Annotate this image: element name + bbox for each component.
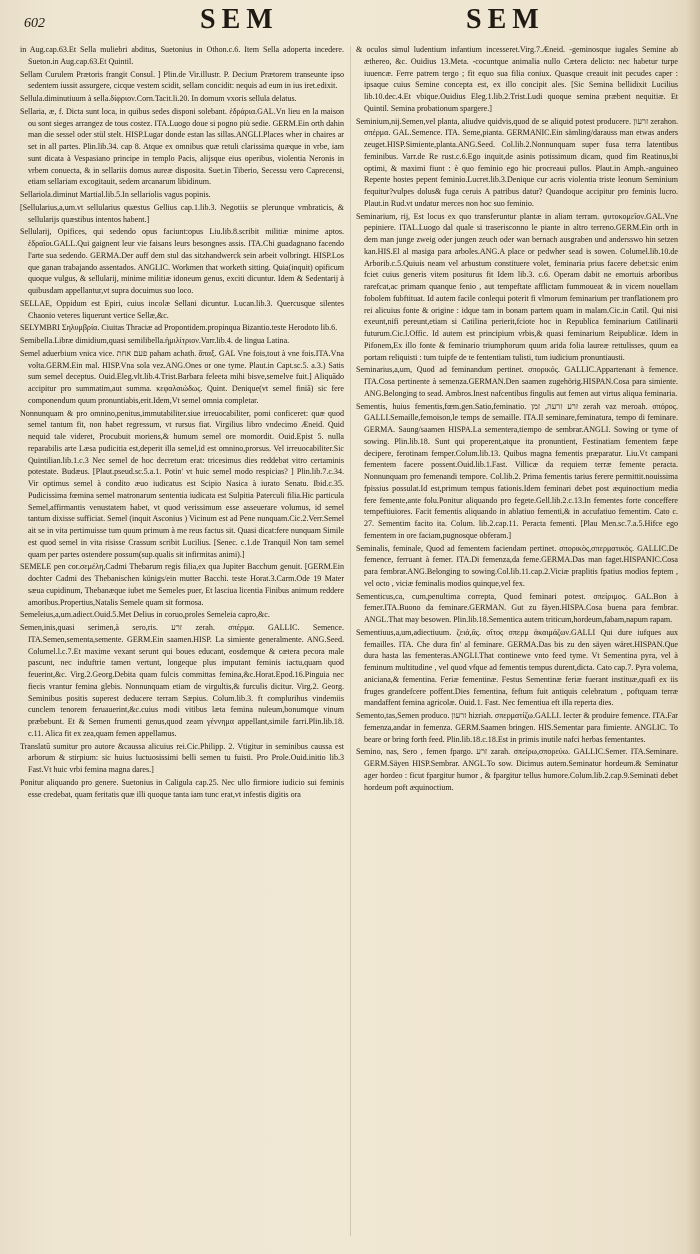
entry-left: Translatū sumitur pro autore &caussa alicuius rei.Cic.Philipp. 2. Vtigitur in seminibus caussa est arborum & stirpium: sic huius luctuosissimi belli semen tu fuisti. Pro Prole.Ouid.initio lib.3 Fast.Vt huic vrbi femina magna dares.] — [20, 741, 344, 774]
left-column — [20, 44, 344, 1240]
entry-right: Seminalis, feminale, Quod ad fementem faciendam pertinet. σπορικὸς,σπερματικός. GALLIC.De femence, ferruant à femer. ITA.Di femenza,da feme.GERMA.Das man faget.HISPANIC.Cosa para fembrar.ANG.Belonging to sowing.Col.lib.11.cap.2.Viciæ praplitis fpatius modios feptem , vel octo , viciæ feminalis modios quinque,vel fex. — [356, 543, 678, 588]
running-head-right: SEM — [466, 4, 545, 35]
entry-left: Semen,inis,quasi serimen,à sero,ris. זרע zerah. σπέρμα. GALLIC. Semence. ITA.Semen,sementa,semente. GERM.Ein saamen.HISP. La simiente generalmente. ANG.Seed. Columel.l.c.7.Et maxime vexant serunt qui boues educant, eosdemque & cætera pecora male pascunt, nec induftrie tamen vertunt, longeque plus imputant feminis iactu,quam quod feuerint,&c. Virg.2.Georg.Debita quam fulcis committas femina,&c.Horat.Epod.16.Pinguia nec fiecis vrantur femina glebis. Nonnunquam etiam de virgultis,& furculis dicitur. Virg.2. Georg. Seminibus positis superest deducere terram Sæpius. Colum.lib.3. ft complurihus vindemiis cunclem tenorem feruauerint,&c.cuius modi vitibus læta femina nuleum,bonumque vinum præbebunt. Et & Semen frumenti genus,quod zeam γέννημα appellant,simile farri.Plin.lib.18. c.11. Alica fit ex zea,quam femen appellamus. — [20, 623, 344, 738]
entry-left: Semeleius,a,um.adiect.Ouid.5.Met Delius in coruo,proles Semeleia capro,&c. — [20, 610, 270, 620]
entry-left: Ponitur aliquando pro genere. Suetonius in Caligula cap.25. Nec ullo firmiore iudicio sui feminis esse credebat, quam feritatis quæ illi quoque tanta iam tunc erat,vt infestis digitis ora — [20, 777, 344, 799]
entry-left: Sellula.diminutiuum à sella.δίφριον.Corn.Tacit.li.20. In domum vxoris sellula delatus. — [20, 94, 297, 103]
page-number: 602 — [24, 16, 45, 31]
right-column — [356, 44, 678, 1240]
entry-right: & oculos simul ludentium infantium incesseret.Virg.7.Æneid. -geminosque iugales Semine ab æthereo, &c. Ouidius 13.Meta. -cocuntque animalia nullo Cætera delicto: nec habetur turpe iuuencæ. Ferre patrem tergo ; fit equo sua filia coniux. Quasque creauit init pecudes caper : ipsaque cuius Semine concepta est, ex illo concipit ales. [Sic Semina bellidixit Lucilius lib.10.dec.4.Et vbique.Ouidius Eleg.1.lib.2.Trist.Ludi quoque semina præbent nequitiæ. Et Quintil. Semina probationum spargere.] — [356, 45, 678, 113]
running-head-left: SEM — [200, 4, 279, 35]
entry-right: Sementicus,ca, cum,penultima correpta, Quod feminari potest. σπείριμος. GAL.Bon à femer.ITA.Buono da feminare.GERMAN. Gut zu fäyen.HISPA.Cosa buena para fembrar. ANGL.That may besowen. Plin.lib.18.Sementica autem triticum,hordeum,fabam,napum rapam. — [356, 591, 678, 624]
entry-left: SEMELE pen cor.σεμέλη,Cadmi Thebarum regis filia,ex qua Jupiter Bacchum genuit. [GERM.Ein dochter Cadmi des Thebanischen künigs/ein mutter Bacchi. teste Horat.3.Carm.Ode 19 Mater sæua cupidinum, Thebanæque iubet me Semeles puer, Et lasciua licentia Finibus animum reddere amoribus.Propertius,Natalis Semele quam sit formosa. — [20, 562, 344, 607]
entry-right: Semento,tas,Semen produco. זרעון hizriah. σπερματίζω.GALLI. Iecter & produire femence. ITA.Far femenza,andar in femenza. GERM.Saamen bringen. HIS.Sementar para fimiente. ANGLIC. To beare or bring forth feed. Plin.lib.18.c.18.Est in primis inutile nafci herbas fementantes. — [356, 711, 678, 744]
entry-left: Semibella.Libræ dimidium,quasi semilibella.ἡμιλίτριον.Varr.lib.4. de lingua Latina. — [20, 336, 290, 345]
entry-left: Sellularij, Opifices, qui sedendo opus faciunt:opus Liu.lib.8.scribit militiæ minime aptos. ἑδραῖοι.GALL.Qui gaignent leur vie faisans leurs besongnes assis. ITA.Chi guadagnano facendo l'arte sua sedendo. GERMA.Der auff dem stul das sitzhandwerck sein arbeit volbringt. HISP.Los que ganan trabajando assentados. ANGLIC. Workmen that worketh sitting. Quia(inquit) opificum quoque vulgus, & sellularij, minime militiæ idoneum genus, exciti dicuntur. Idem & Sedentarij à quibusdam appellantur,vt supra docuimus suo loco. — [20, 227, 344, 295]
entry-right: Seminium,nij.Semen,vel planta, aliudve quidvis,quod de se aliquid potest producere. זרעון zerahon. σπέρμα. GAL.Semence. ITA. Seme,pianta. GERMANIC.Ein sämling/darauss man etwas anders zeuget.HISP.Simiente,planta.ANG.Seed. Col.lib.2.Nonnunquam super fusa terra latentibus feminibus. Varr.de Re rust.c.6.Ego inquit,de asinis potissimum dicam, quod fim Reatinus,bi optimi, & maximi fiunt : è quo feminio ego hic procreaui pullos. Plaut.in Amph.-anguineo Repente hostes pepent feminio.Lucret.lib.3.Denique cur acris violentia triste leonum Seminium fequitur?vulpes dolus& fuga ceruis A patribus datur? Quandoque accipitur pro feminis lucro. Plaut.in Rud.vt undatur merces non hoc suo feminio. — [356, 116, 678, 208]
entry-left: Sellam Curulem Prætoris frangit Consul. ] Plin.de Vir.illustr. P. Decium Prætorem transeunte ipso sedentem iussit assurgere, cicque vestem scidit, sellam concidit: nequis ad eum in ius iret.edixit. — [20, 69, 344, 91]
entry-right: Seminarium, rij, Est locus ex quo transferuntur plantæ in aliam terram. φυτοκομεῖον.GAL.Vne pepiniere. ITAL.Luogo dal quale si traserisconno le piante in altro terreno.GERM.Ein orth in dem man junge zweig oder jungen zeuch oder wan bernach ausgraben und andersswo hin setzen kan.HIS.El al masiga para arboles.ANG.A place or pedwher sead is sowen. Columel.lib.10.de Arborib.c.5.Quiuis neam vel arbustum constituere volet, feminaria prius facere debet:sic enim fciet cuius generis vitem positurus fit Idem lib.3. c.6. Operam dabit ne emortuis arboribus rarefcat,ac primam quanque fenio , aut tempeftate afflictam fummoueat & in vicem nouellam fobolem fubftituat. Id autem facile conlequi poterit fi vlmorum feminarium per tranflationem pro rei alicuius fonte & origine : idque tam in bonam partem quam in malam.Cic.in Catil. Qui nisi exeunt,nifi pereunt,etiam si Catilina perierit,fciote hoc in Republica feminarium Catilinarii futurum.Cic.l.Offic. Id autem est principium vrbis,& quasi feminarium Reipublicæ. Idem in Pifonem,Ex illo fonte & feminario triumphorum quum arida folia laureæ rettulisses, quum ea portam reliquisti : tum tuipfe de te fententiam tulisti, tum iudicium pronuntiausti. — [356, 211, 678, 362]
entry-left: Semel aduerbium vnica vice. פעם אחת paham achath. ἅπαξ. GAL Vne fois,tout à vne fois.ITA.Vna volta.GERM.Ein mal. HISP.Vna sola vez.ANG.Ones or one tyme. Plaut.in Capt.sc.5. a.3.) Satis sum semel deceptus. Ouid.Eleg.vlt.lib.4.Trist.Barbara feleeta mihi bisve,semelve fuit.] Aliquādo accipitur pro summatim,aut summa. κεφαλαιώδως. Quint. Denique(vt semel finiā) sic fere componendum quum pronuntiabis,erit.Idem,Vt semel omnia completar. — [20, 348, 344, 405]
entry-left: [Sellularius,a,um.vt sellularius quæstus Gellius cap.1.lib.3. Negotiis se plerunque vmbraticis, & sellularijs quæstibus intentos habent.] — [20, 202, 344, 224]
entry-right: Semino, nas, Sero , femen fpargo. זרע zarah. σπείρω,σπορεύω. GALLIC.Semer. ITA.Seminare. GERM.Säyen HISP.Sembrar. ANGL.To sow. Dicimus autem.Seminatur hordeum.& Seminatur ager hordeo : ficut fpargitur humor , & fpargitur tellus humore.Colum.lib.2.cap.9.Seminati debet hordeum poft æquinoctium. — [356, 747, 678, 792]
entry-left: SELLAE, Oppidum est Epiri, cuius incolæ Sellani dicuntur. Lucan.lib.3. Quercusque silentes Chaonio veteres liquerunt vertice Sellæ,&c. — [20, 298, 344, 320]
page-edge-shadow — [686, 0, 700, 1254]
entry-right: Sementis, huius fementis,fœm.gen.Satio,feminatio. זרע זרעה, זמן zerah vaz meroah. σπόρος. GALLI.Semaille,femoison,le temps de semaille. ITA.Il seminare,feminatura, tempo di feminare. GERMA. Saung/saamen HISPA.La sementera,tiempo de sembrar.ANGLI. Sowing or tyme of sowing. Plin.lib.18. Sunt qui properent,atque ita pronuntient, Festinatiam fementem fæpe decipere, ferotinam femper.Colum.lib.13. Quibus magna fementis præparatur. Liu.Vt campani fementem facere possent.Ouid.lib.1.Fast. Villicæ da requiem terræ femente peracta. Nonnunquam pro femenandi tempore. Col.lib.2. Prima fementis tarius ferere permittit.nouissima fpissius possulat.Id est,primum tempus fationis.Idem feminari debet post æquinoctium media fere femente,ante folu.Ponitur aliquando pro fegete.Gell.lib.2.c.13.In fementes forte conceffere tempeftiuiores. Facit fementis aliquando in ablatiuo fementi,& in accufatiuo fementim. Cato c. 27. Sementim facito ita. Colum. lib.2.cap.11. Peracta fementi. [Plau Men.sc.7.a.5.Hifce ego fementem in ore faciam,pugnosque obferam.] — [356, 401, 678, 540]
entry-left: Sellariola.diminut Martial.lib.5.In sellariolis vagus popinis. — [20, 190, 211, 199]
column-divider — [350, 46, 351, 1236]
entry-left: SELYMBRI Σηλυμβρία. Ciuitas Thraciæ ad Propontidem.propinqua Bizantio.teste Herodoto lib.6. — [20, 323, 338, 333]
entry-left: Nonnunquam & pro omnino,penitus,immutabiliter.siue irreuocabiliter, pomi conficeret: quæ quod semel tantum fit, non habet regressum, vt rursus fiat. Virgilius libro vndecimo Æneid. Quid nequid tale videret, Procubuit moriens,& humum semel ore momordit. Ouid.Epist 5. nulla reparabilis arte Læsa pudicitia est,deperit illa semel,id est omnino,prorsus. Vel irreuocabiliter.Sic Quintilian.lib.1.c.3 Nec semel de hoc decretum erat: tricesimus dies reddebat vitro certaminis potestate. Budæus. [Plaut.pseud.sc.5.a.1. Potin' vt huic semel modo respicias? ] Plin.lib.7.c.34. Vir optimus semel à condito æuo iudicatus est Scipio Nasica à iurato Senatu. Ibid.c.35. Pudicissima fœmina semel matronarum sententia iudicata est Sulpitia Paterculi filia.Hic particula Semel,affirmantis venustatem habet, vt quod verissimum esse asseuerare volumus, id semel tantum dixisse sufficiat. Semel (inquit Asconius ) Vicinum est ad Pene nunquam.Cic.2.Verr.Semel ait se in vita pertimuisse tum quum primum à me reus factus sit. Quasi dicat:fere nunquam Simile est quod semel in vita risisse Crassum scribit Lucilius. [Senec. c.1.de Tranquil Non tam semel quam per partes ostendere possum(sup.qualis sit infirmitas animi).] — [20, 408, 344, 559]
entry-right: Sementiuus,a,um,adiectiuum. ζειά,ᾶς. σῖτος σπερμ ἀκαιμάζων.GALLI Qui dure iufques aux femailles. ITA. Che dura fin' al feminare. GERMA.Das bis zu den säyen wäret.HISPAN.Que dura hasta las fementeras.ANGLI.That continewe vnto feed tyme. Vt Sementina pyra, vel à feminum multitudine , vel quod vfque ad fementis tempus durent,dicta. Cato cap.7. Pyra volema, aniciana,& fementina. Feriæ fementinæ. Festus Sementinæ feriæ fuerant instituæ,quafi ex iis fruges grandefcere poffent.Dies fementina, feftum fuit antiquis celebratum , poftquam terræ mandaffent femina agricolæ. Ouid.1. Fast. Nec fementiua eft illa reperta dies. — [356, 627, 678, 708]
entry-left: in Aug.cap.63.Et Sella muliebri abditus, Suetonius in Othon.c.6. Item Sella adoperta incedere. Sueton.in Aug.cap.63.Et Quintil. — [20, 45, 344, 66]
entry-right: Seminarius,a,um, Quod ad feminandum pertinet. σπορικός. GALLIC.Appartenant à femence. ITA.Cosa pertinente à semenza.GERMAN.Den saamen zugehörig.HISPAN.Cosa para simiente. ANG.Belonging to sead. Ambros.Inest nafcentibus fingulis aut femen aut virtus aliqua feminaria. — [356, 365, 678, 398]
entry-left: Sellaria, æ, f. Dicta sunt loca, in quibus sedes disponi solebant. ἑδράρια.GAL.Vn lieu en la maison ou sont sieges arrangez de tous costez. ITA.Luogo doue si pogno più sedie. GERM.Ein orth dahin man die sessel oder stül stelt. HISP.Lugar donde estan las sillas.ANGLI.Places wher in chaires ar set in all partes. Plin.lib.34. cap 8. Atque ex omnibus quæ retuli clarissima quæque in vrbe, iam sunt dicata à Vespasiano principe in templo Pacis, alijsque eius operibus, violentia Neronis in vrbem conuecta, & in sellariis domus aureæ disposita. Suet.in Tiberio, Secessu vero Caprecensi, etiam sellariam excogitauit, sedem arcanarum libidinum. — [20, 106, 344, 187]
page-header — [0, 0, 700, 40]
